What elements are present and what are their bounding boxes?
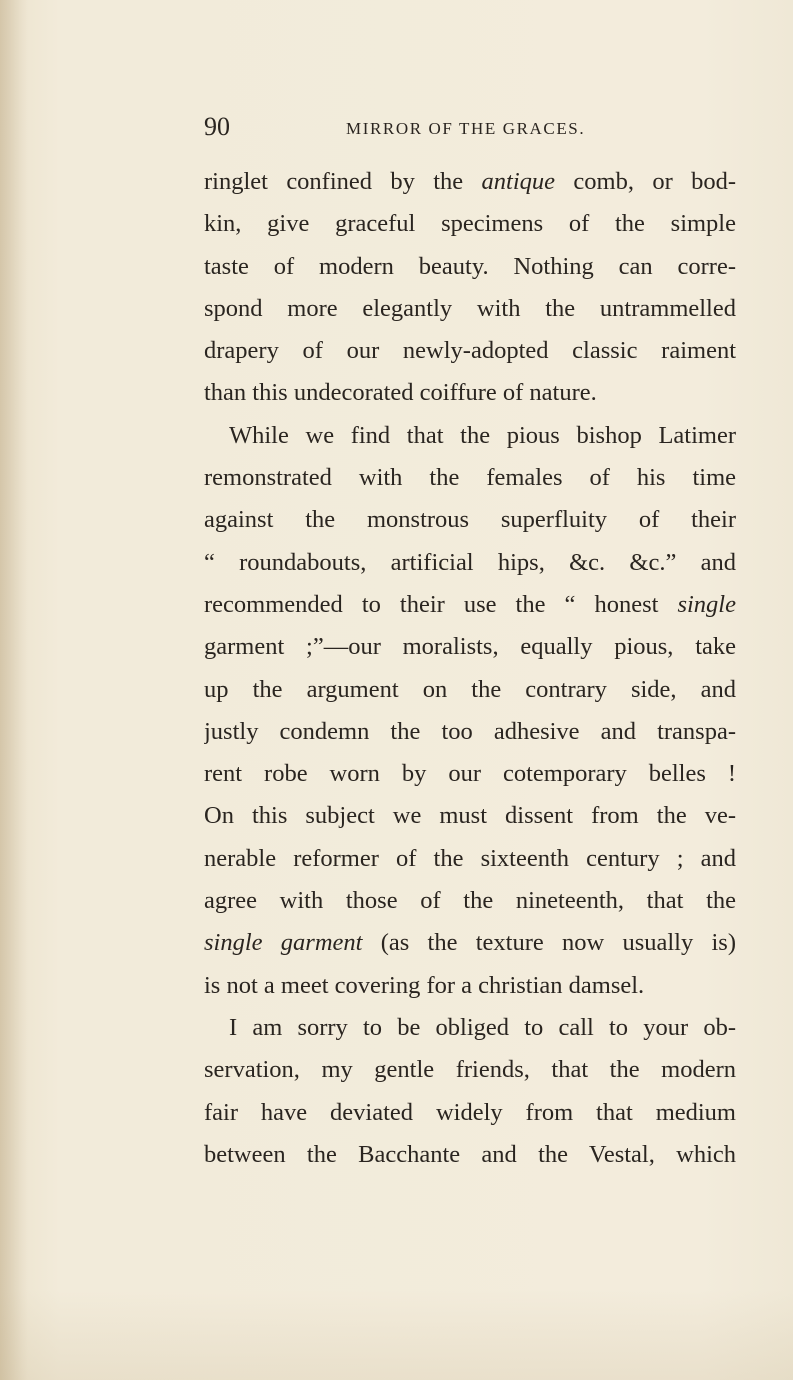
text-segment: fair have deviated widely from that medium [204, 1098, 736, 1126]
text-segment: up the argument on the contrary side, and [204, 675, 736, 703]
text-segment: between the Bacchante and the Vestal, which [204, 1140, 736, 1168]
text-line [204, 203, 736, 245]
text-segment: garment ;”—our moralists, equally pious, take [204, 633, 736, 661]
text-segment: While we find that the pious bishop Latimer [229, 421, 736, 449]
page-edge-shadow [0, 0, 28, 1380]
text-line [204, 1049, 736, 1091]
italic-text: single [677, 590, 736, 618]
text-segment: On this subject we must dissent from the ve- [204, 802, 736, 830]
text-line [204, 542, 736, 584]
text-segment: recommended to their use the “ honest [204, 590, 678, 618]
text-segment: than this undecorated coiffure of nature. [204, 379, 597, 407]
italic-text: single garment [204, 929, 363, 957]
text-line [204, 711, 736, 753]
text-segment: I am sorry to be obliged to call to your ob- [229, 1013, 736, 1041]
text-line [204, 1134, 736, 1176]
text-line [204, 795, 736, 837]
text-line [204, 415, 736, 457]
text-line [204, 965, 736, 1007]
page-number: 90 [204, 112, 230, 141]
text-segment: taste of modern beauty. Nothing can corre- [204, 252, 736, 280]
text-line [204, 330, 736, 372]
text-line [204, 372, 736, 414]
text-line [204, 880, 736, 922]
running-title: MIRROR OF THE GRACES. [346, 119, 586, 138]
text-line [204, 584, 736, 626]
text-line [204, 626, 736, 668]
body-text [204, 161, 736, 1176]
text-segment: remonstrated with the females of his time [204, 464, 736, 492]
text-line [204, 1092, 736, 1134]
text-segment: is not a meet covering for a christian damsel. [204, 971, 645, 999]
text-segment: justly condemn the too adhesive and transpa- [204, 717, 736, 745]
text-line [204, 669, 736, 711]
text-segment: (as the texture now usually is) [362, 929, 736, 957]
text-line [204, 922, 736, 964]
text-line [204, 246, 736, 288]
italic-text: antique [481, 168, 556, 195]
text-segment: spond more elegantly with the untrammelled [204, 294, 736, 322]
text-segment: nerable reformer of the sixteenth century ; and [204, 844, 736, 872]
text-segment: ringlet confined by the [204, 168, 482, 195]
text-line [204, 161, 736, 203]
text-segment: comb, or bod- [555, 168, 736, 195]
text-segment: agree with those of the nineteenth, that the [204, 887, 736, 915]
text-segment: “ roundabouts, artificial hips, &c. &c.” and [204, 548, 736, 576]
text-line [204, 1007, 736, 1049]
text-segment: against the monstrous superfluity of their [204, 506, 736, 534]
text-segment: kin, give graceful specimens of the simple [204, 210, 736, 238]
text-line [204, 838, 736, 880]
text-line [204, 457, 736, 499]
page-bottom-stain [0, 1290, 793, 1380]
text-line [204, 288, 736, 330]
text-segment: servation, my gentle friends, that the modern [204, 1056, 736, 1084]
text-line [204, 753, 736, 795]
text-segment: rent robe worn by our cotemporary belles ! [204, 760, 736, 788]
text-line [204, 499, 736, 541]
text-segment: drapery of our newly-adopted classic raiment [204, 337, 736, 365]
page-header [204, 112, 614, 146]
